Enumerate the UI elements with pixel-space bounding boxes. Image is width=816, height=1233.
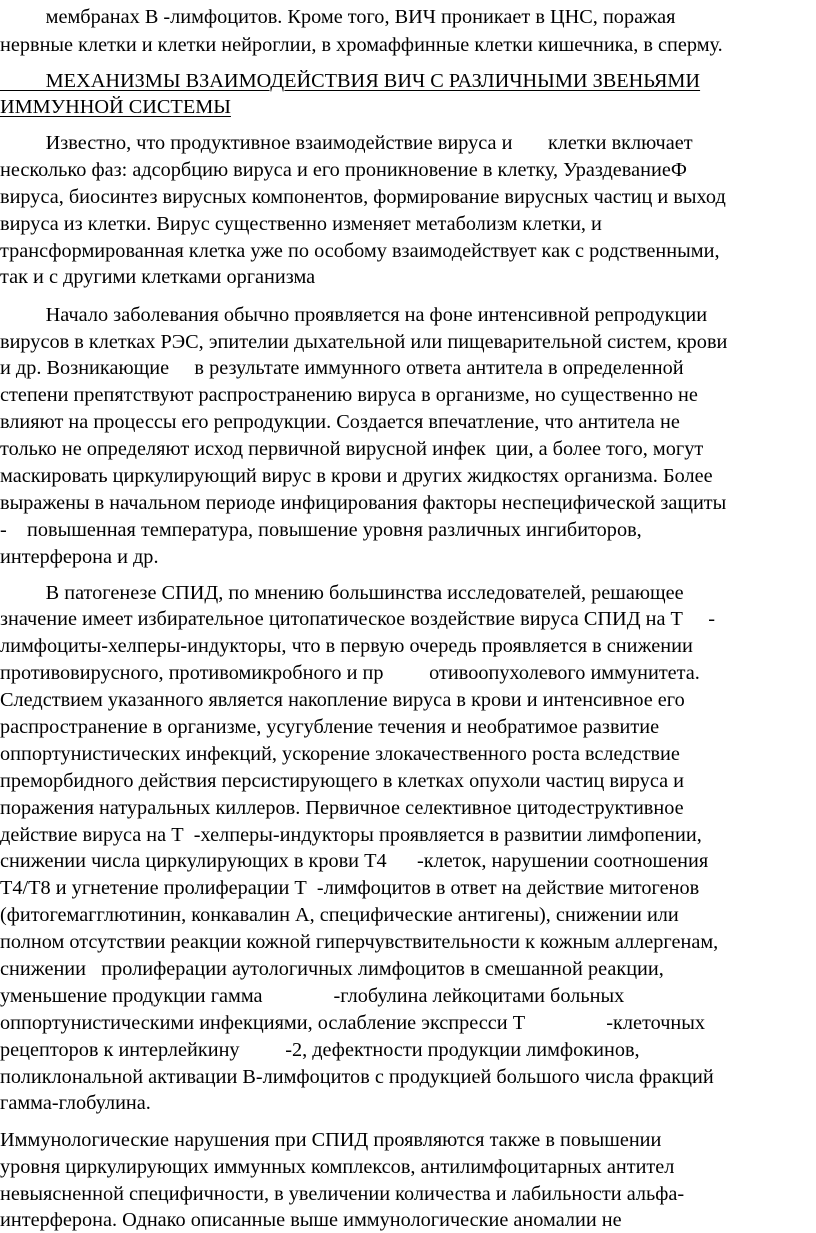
text-line: оппортунистических инфекций, ускорение злокачественного роста вследствие <box>0 743 680 765</box>
text-line: Следствием указанного является накопление вируса в крови и интенсивное его <box>0 689 685 711</box>
text-line: Известно, что продуктивное взаимодействие вируса и клетки включает <box>0 132 693 154</box>
text-line: маскировать циркулирующий вирус в крови и других жидкостях организма. Более <box>0 465 713 487</box>
text-line: - повышенная температура, повышение уровня различных ингибиторов, <box>0 519 642 541</box>
text-line: значение имеет избирательное цитопатическое воздействие вируса СПИД на Т - <box>0 608 716 630</box>
text-line: действие вируса на Т -хелперы-индукторы проявляется в развитии лимфопении, <box>0 824 702 846</box>
text-line: В патогенезе СПИД, по мнению большинства исследователей, решающее <box>0 582 684 604</box>
text-line: интерферона. Однако описанные выше иммунологические аномалии не <box>0 1209 622 1231</box>
text-line: выражены в начальном периоде инфицирования факторы неспецифической защиты <box>0 492 727 514</box>
text-line: только не определяют исход первичной вирусной инфек ции, а более того, могут <box>0 438 704 460</box>
text-line: и др. Возникающие в результате иммунного ответа антитела в определенной <box>0 357 684 379</box>
text-line: влияют на процессы его репродукции. Создается впечатление, что антитела не <box>0 411 680 433</box>
text-line: гамма-глобулина. <box>0 1092 151 1114</box>
text-line: несколько фаз: адсорбцию вируса и его проникновение в клетку, УраздеваниеФ <box>0 159 687 181</box>
text-line: снижении числа циркулирующих в крови Т4 -клеток, нарушении соотношения <box>0 850 709 872</box>
text-line: (фитогемагглютинин, конкавалин А, специфические антигены), снижении или <box>0 904 679 926</box>
heading-line: ИММУННОЙ СИСТЕМЫ <box>0 96 231 118</box>
text-line: снижении пролиферации аутологичных лимфоцитов в смешанной реакции, <box>0 958 664 980</box>
text-line: невыясненной специфичности, в увеличении количества и лабильности альфа- <box>0 1183 685 1205</box>
text-line: лимфоциты-хелперы-индукторы, что в первую очередь проявляется в снижении <box>0 635 693 657</box>
text-line: вирусов в клетках РЭС, эпителии дыхательной или пищеварительной систем, крови <box>0 331 728 353</box>
text-line: рецепторов к интерлейкину -2, дефектности продукции лимфокинов, <box>0 1039 640 1061</box>
text-line: вируса из клетки. Вирус существенно изменяет метаболизм клетки, и <box>0 213 602 235</box>
text-line: поражения натуральных киллеров. Первичное селективное цитодеструктивное <box>0 797 684 819</box>
text-line: Т4/Т8 и угнетение пролиферации Т -лимфоцитов в ответ на действие митогенов <box>0 877 700 899</box>
text-line: трансформированная клетка уже по особому взаимодействует как с родственными, <box>0 240 720 262</box>
heading-line: МЕХАНИЗМЫ ВЗАИМОДЕЙСТВИЯ ВИЧ С РАЗЛИЧНЫМИ ЗВЕНЬЯМИ <box>0 70 701 92</box>
text-line: так и с другими клетками организма <box>0 266 316 288</box>
text-line: вируса, биосинтез вирусных компонентов, формирование вирусных частиц и выход <box>0 186 726 208</box>
text-line: Иммунологические нарушения при СПИД проявляются также в повышении <box>0 1129 662 1151</box>
text-line: нервные клетки и клетки нейроглии, в хромаффинные клетки кишечника, в сперму. <box>0 34 723 56</box>
text-line: поликлональной активации В-лимфоцитов с продукцией большого числа фракций <box>0 1066 714 1088</box>
text-line: степени препятствуют распространению вируса в организме, но существенно не <box>0 384 698 406</box>
text-line: уровня циркулирующих иммунных комплексов, антилимфоцитарных антител <box>0 1156 675 1178</box>
text-line: мембранах В -лимфоцитов. Кроме того, ВИЧ проникает в ЦНС, поражая <box>0 6 676 28</box>
text-line: оппортунистическими инфекциями, ослабление экспресси Т -клеточных <box>0 1012 706 1034</box>
text-line: интерферона и др. <box>0 546 159 568</box>
text-line: полном отсутствии реакции кожной гиперчувствительности к кожным аллергенам, <box>0 931 719 953</box>
text-line: Начало заболевания обычно проявляется на фоне интенсивной репродукции <box>0 304 708 326</box>
text-line: распространение в организме, усугубление течения и необратимое развитие <box>0 716 660 738</box>
text-line: уменьшение продукции гамма -глобулина лейкоцитами больных <box>0 985 625 1007</box>
text-line: противовирусного, противомикробного и пр отивоопухолевого иммунитета. <box>0 662 700 684</box>
text-line: преморбидного действия персистирующего в клетках опухоли частиц вируса и <box>0 770 684 792</box>
